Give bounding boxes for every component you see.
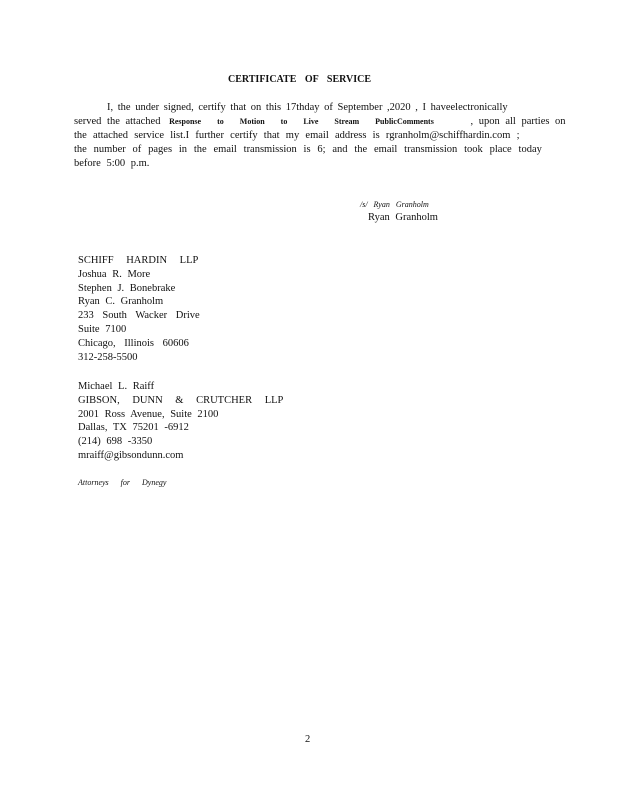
firm2-line: (214) 698 -3350 [78,436,153,448]
firm1-line: 233 South Wacker Drive [78,310,200,322]
document-title: Response to Motion to Live Stream PublicComments [169,117,434,126]
firm1-line: SCHIFF HARDIN LLP [78,255,199,266]
firm2-line: GIBSON, DUNN & CRUTCHER LLP [78,394,284,406]
firm1-line: Stephen J. Bonebrake [78,282,176,294]
firm2-line: Michael L. Raiff [78,381,155,392]
body-line-3: the attached service list.I further certify that my email address is rgranholm@schiffhardin.com ; [74,130,520,141]
body-line-5: before 5:00 p.m. [74,158,150,169]
firm1-phone: 312-258-5500 [78,351,138,363]
firm2-line: 2001 Ross Avenue, Suite 2100 [78,408,219,420]
body-line-1: I, the under signed, certify that on this 17thday of September ,2020 , I haveelectronically [107,102,508,113]
firm1-address-block [78,254,200,364]
signer-name: Ryan Granholm [368,212,438,223]
body-line-2-suffix: , upon all parties on [470,116,566,127]
body-line-2 [74,115,566,129]
firm2-email: mraiff@gibsondunn.com [78,449,184,461]
certificate-title: CERTIFICATE OF SERVICE [228,74,371,85]
electronic-signature: /s/ Ryan Granholm [360,200,429,209]
firm2-address-block [78,380,283,463]
attorneys-for-label: Attorneys for Dynegy [78,478,167,487]
firm1-line: Ryan C. Granholm [78,296,164,308]
firm2-line: Dallas, TX 75201 -6912 [78,422,189,434]
firm1-line: Joshua R. More [78,268,151,280]
page-number: 2 [305,734,311,745]
body-line-2-prefix: served the attached [74,116,161,127]
firm1-line: Chicago, Illinois 60606 [78,337,189,349]
body-line-4: the number of pages in the email transmission is 6; and the email transmission took place today [74,144,542,155]
firm1-line: Suite 7100 [78,323,127,335]
